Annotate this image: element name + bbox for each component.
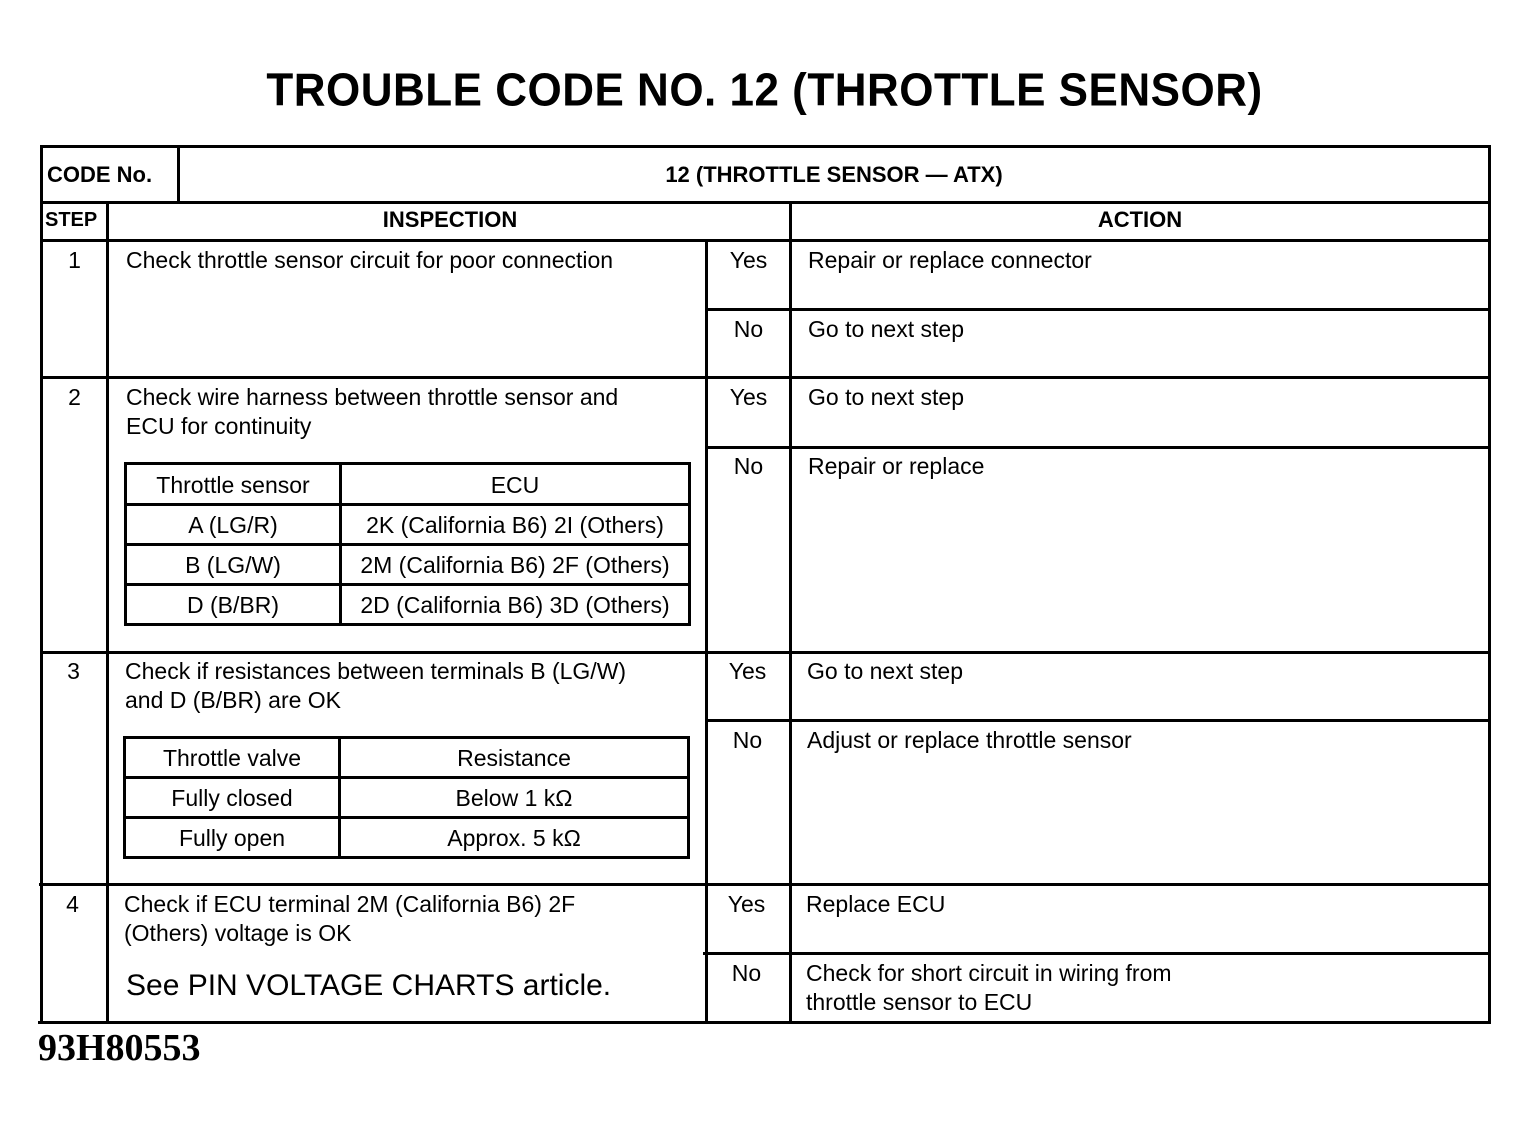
no-action: Check for short circuit in wiring from	[806, 960, 1172, 986]
divider	[40, 651, 1490, 654]
code-value: 12 (THROTTLE SENSOR — ATX)	[665, 162, 1003, 187]
inspection-text: Check if resistances between terminals B (LG/W)	[125, 658, 627, 684]
step-column-header: STEP	[45, 209, 98, 231]
page-title: TROUBLE CODE NO. 12 (THROTTLE SENSOR)	[266, 64, 1263, 117]
table-border-top	[41, 145, 1491, 148]
no-label: No	[731, 960, 762, 986]
no-action: Repair or replace	[808, 453, 985, 479]
yes-label: Yes	[729, 384, 768, 410]
table-cell: 2M (California B6) 2F (Others)	[360, 552, 670, 578]
continuity-table	[124, 462, 691, 626]
no-action: Adjust or replace throttle sensor	[807, 727, 1132, 753]
no-label: No	[733, 316, 764, 342]
table-cell: B (LG/W)	[185, 552, 281, 578]
resistance-table	[123, 736, 690, 859]
table-header: Resistance	[457, 745, 571, 771]
inspection-text: ECU for continuity	[126, 413, 312, 439]
table-cell: 2D (California B6) 3D (Others)	[360, 592, 670, 618]
inspection-text: Check throttle sensor circuit for poor connection	[126, 247, 614, 273]
step-number: 4	[66, 891, 79, 917]
inspection-text: Check if ECU terminal 2M (California B6) 2F	[124, 891, 576, 917]
table-cell: D (B/BR)	[187, 592, 279, 618]
table-header: Throttle valve	[162, 745, 302, 771]
code-label: CODE No.	[47, 162, 153, 187]
yes-label: Yes	[729, 247, 768, 273]
table-cell: Approx. 5 kΩ	[447, 825, 581, 851]
step-number: 2	[68, 384, 81, 410]
divider	[706, 446, 1490, 449]
table-cell: Fully open	[178, 825, 286, 851]
no-action: Go to next step	[808, 316, 964, 342]
table-header: Throttle sensor	[156, 472, 310, 498]
inspection-column-header: INSPECTION	[382, 207, 518, 232]
inspection-text: and D (B/BR) are OK	[125, 687, 342, 713]
yes-action: Go to next step	[808, 384, 964, 410]
yes-action: Repair or replace connector	[808, 247, 1092, 273]
step-number: 1	[68, 247, 81, 273]
yes-action: Go to next step	[807, 658, 963, 684]
divider	[41, 201, 1491, 204]
divider	[41, 239, 1491, 242]
action-column-header: ACTION	[1097, 207, 1183, 232]
divider	[39, 883, 1489, 886]
yes-action: Replace ECU	[806, 891, 946, 917]
no-label: No	[733, 453, 764, 479]
divider	[706, 308, 1490, 311]
no-label: No	[732, 727, 763, 753]
table-border-right	[1488, 145, 1491, 1024]
divider	[705, 719, 1489, 722]
yes-label: Yes	[728, 658, 767, 684]
divider	[703, 952, 1488, 955]
inspection-text: (Others) voltage is OK	[124, 920, 352, 946]
no-action: throttle sensor to ECU	[806, 989, 1033, 1015]
yes-label: Yes	[727, 891, 766, 917]
cross-reference-link[interactable]: See PIN VOLTAGE CHARTS article.	[126, 969, 612, 1002]
divider	[106, 201, 109, 1023]
divider	[789, 201, 792, 1023]
table-cell: A (LG/R)	[188, 512, 278, 538]
table-header: ECU	[490, 472, 540, 498]
table-cell: Fully closed	[171, 785, 293, 811]
step-number: 3	[67, 658, 80, 684]
inspection-text: Check wire harness between throttle sensor and	[126, 384, 619, 410]
table-border-bottom	[38, 1021, 1488, 1024]
table-cell: 2K (California B6) 2I (Others)	[366, 512, 664, 538]
table-cell: Below 1 kΩ	[455, 785, 573, 811]
figure-id: 93H80553	[38, 1027, 201, 1069]
divider	[40, 376, 1490, 379]
